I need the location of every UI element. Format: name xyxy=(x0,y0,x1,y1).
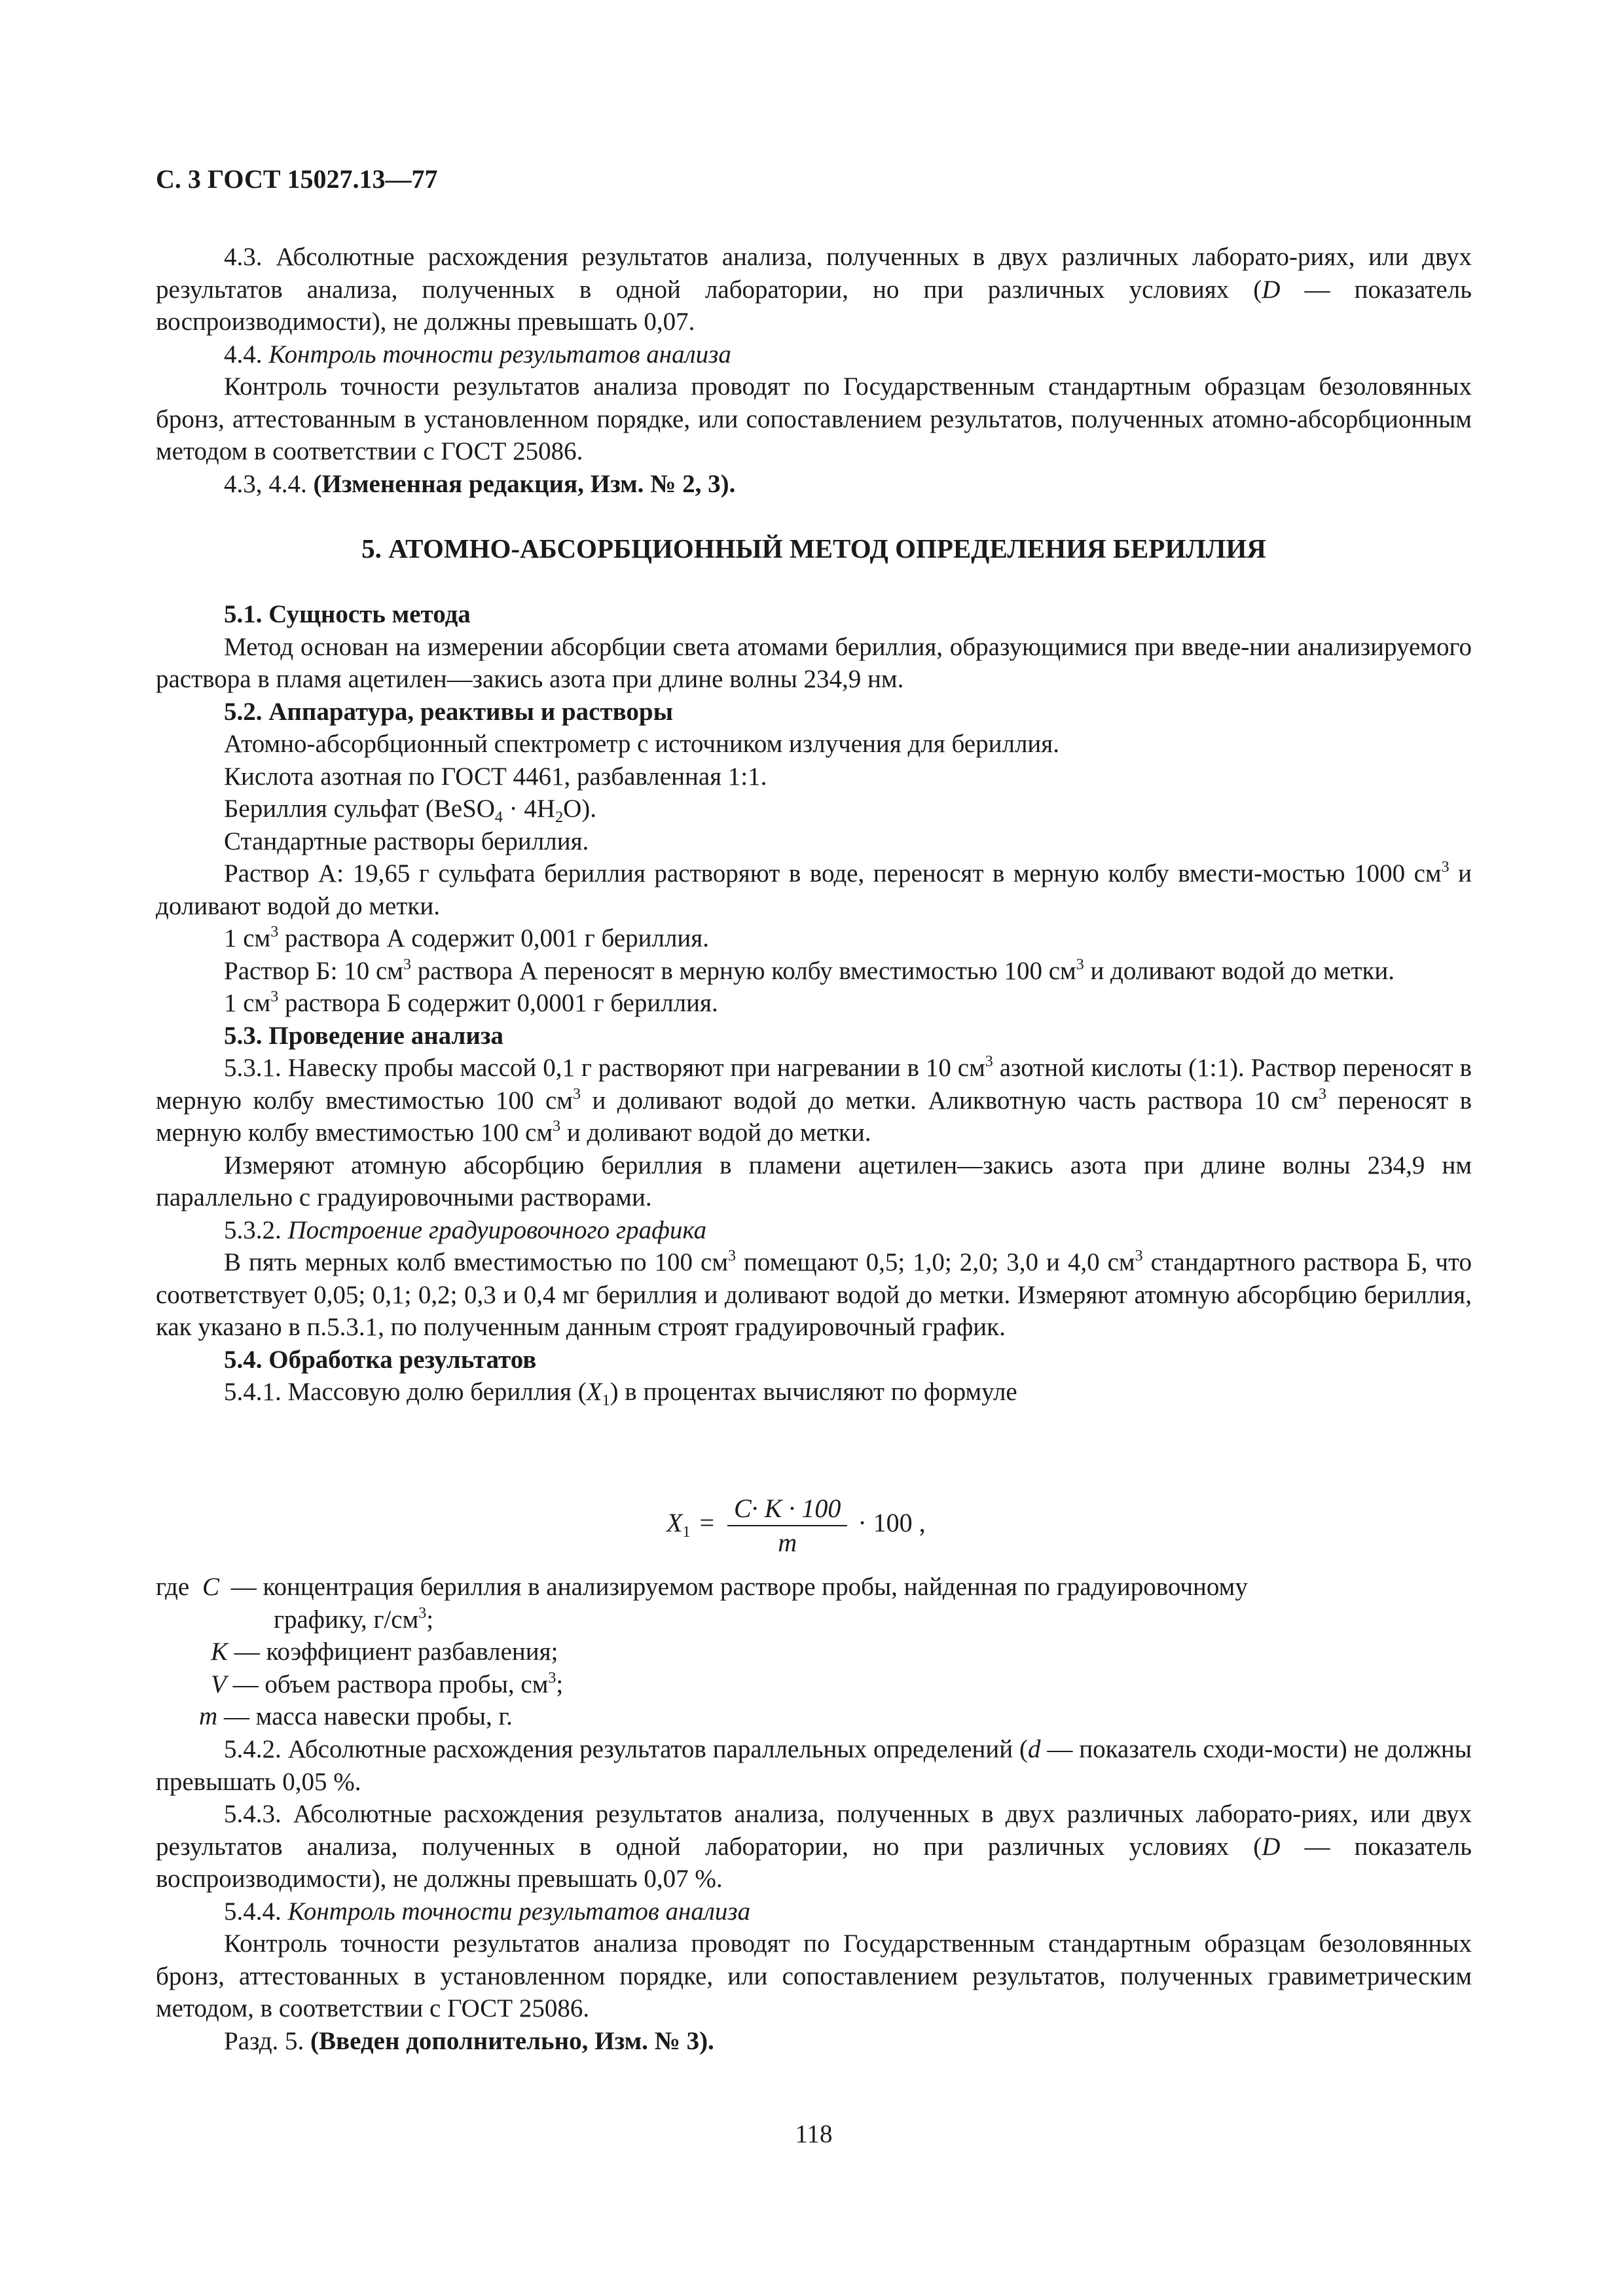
heading-text: 5.3. Проведение анализа xyxy=(224,1021,504,1050)
superscript: 3 xyxy=(572,1085,581,1103)
clause-title: Построение градуировочного графика xyxy=(287,1215,707,1244)
paragraph-4-4 xyxy=(156,338,1472,371)
change-note-text: (Введен дополнительно, Изм. № 3). xyxy=(310,2026,714,2055)
symbol-d: d xyxy=(1028,1735,1041,1763)
definition-C xyxy=(156,1571,1472,1604)
definition-V xyxy=(211,1668,563,1701)
heading-5-4 xyxy=(156,1344,1472,1376)
subscript: 2 xyxy=(555,809,564,826)
superscript: 3 xyxy=(270,924,279,941)
text: и доливают водой до метки. xyxy=(156,859,1472,920)
block-5-4-tail xyxy=(156,1733,1472,2057)
fraction-denominator: m xyxy=(778,1528,797,1557)
paragraph-5-2-1: Атомно-абсорбционный спектрометр с источником излучения для бериллия. xyxy=(224,730,1059,758)
text: ; xyxy=(426,1605,434,1634)
symbol-m: m xyxy=(199,1702,218,1731)
paragraph-4-3 xyxy=(156,241,1472,338)
text: помещают 0,5; 1,0; 2,0; 3,0 и 4,0 см xyxy=(736,1248,1135,1276)
superscript: 3 xyxy=(548,1670,556,1687)
paragraph-5-4-1 xyxy=(156,1376,1472,1408)
clause-number: 4.3, 4.4. xyxy=(224,469,307,498)
paragraph-5-2-4: Стандартные растворы бериллия. xyxy=(224,827,589,855)
clause-title: Контроль точности результатов анализа xyxy=(287,1897,751,1926)
heading-5-2 xyxy=(156,696,1472,728)
paragraph-5-3-2 xyxy=(156,1214,1472,1247)
symbol-D: D xyxy=(1262,1832,1281,1861)
clause-text: — показатель воспроизводимости), не должны превышать 0,07. xyxy=(156,275,1472,336)
paragraph-5-4-2 xyxy=(156,1733,1472,1798)
text: 1 см xyxy=(224,989,271,1017)
text: В пять мерных колб вместимостью по 100 см xyxy=(224,1248,729,1276)
superscript: 3 xyxy=(418,1605,427,1622)
definition-text: графику, г/см xyxy=(274,1605,419,1634)
superscript: 3 xyxy=(1076,956,1084,973)
formula-lhs: X xyxy=(666,1508,683,1538)
clause-number: 5.3.2. xyxy=(224,1215,282,1244)
definition-m xyxy=(199,1700,513,1733)
heading-text: 5.2. Аппаратура, реактивы и растворы xyxy=(224,697,674,726)
where-lead: где xyxy=(156,1573,190,1601)
symbol-V: V xyxy=(211,1670,227,1698)
formula xyxy=(666,1494,926,1558)
superscript: 3 xyxy=(270,988,279,1005)
text: переносят в мерную колбу вместимостью 100 см xyxy=(156,1086,1472,1147)
text: 5.3.1. Навеску пробы массой 0,1 г растворяют при нагревании в 10 см xyxy=(224,1054,985,1082)
equals-sign: = xyxy=(699,1508,714,1538)
block-5 xyxy=(156,598,1472,1408)
paragraph-5-1: Метод основан на измерении абсорбции света атомами бериллия, образующимися при введе-нии анализируемого раствора в пламя ацетилен—закись азота при длине волны 234,9 нм. xyxy=(156,632,1472,693)
text: 1 см xyxy=(224,924,271,952)
text: ; xyxy=(556,1670,564,1698)
superscript: 3 xyxy=(1319,1085,1327,1103)
clause-number: 4.4. xyxy=(224,340,263,368)
text: O). xyxy=(563,795,596,823)
text: — показатель воспроизводимости), не должны превышать 0,07 %. xyxy=(156,1832,1472,1893)
clause-title: Контроль точности результатов анализа xyxy=(268,340,731,368)
superscript: 3 xyxy=(1135,1247,1143,1265)
paragraph-5-4-3 xyxy=(156,1798,1472,1895)
text: 5.4.3. Абсолютные расхождения результатов анализа, полученных в двух различных лаборато-риях, или двух результатов анализа, полученных в одной лаборатории, но при различных условиях ( xyxy=(156,1800,1472,1861)
text: раствора А переносят в мерную колбу вместимостью 100 см xyxy=(410,956,1076,985)
clause-number: 4.3. xyxy=(224,243,263,271)
heading-text: 5.1. Сущность метода xyxy=(224,600,471,628)
symbol-K: K xyxy=(211,1638,228,1666)
heading-5-3 xyxy=(156,1020,1472,1052)
clause-number: Разд. 5. xyxy=(224,2026,304,2055)
page-number: 118 xyxy=(795,2120,833,2148)
text: и доливают водой до метки. xyxy=(1084,956,1395,985)
paragraph-5-4-4 xyxy=(156,1895,1472,1928)
text: раствора Б содержит 0,0001 г бериллия. xyxy=(278,989,718,1017)
paragraph-5-4-4-text: Контроль точности результатов анализа проводят по Государственным стандартным образцам безоловянных бронз, аттестованных в установленном порядке, или сопоставлением результатов, полученных гравиметрическим методом, в соответствии с ГОСТ 25086. xyxy=(156,1929,1472,2022)
change-note-text: (Измененная редакция, Изм. № 2, 3). xyxy=(313,469,736,498)
paragraph-4-4-text: Контроль точности результатов анализа проводят по Государственным стандартным образцам безоловянных бронз, аттестованным в установленном порядке, или сопоставлением результатов, полученных атомно-абсорбционным методом в соответствии с ГОСТ 25086. xyxy=(156,372,1472,465)
superscript: 3 xyxy=(1441,859,1450,876)
change-note-5 xyxy=(156,2025,1472,2058)
paragraph-solution-b xyxy=(156,955,1472,988)
symbol-C: C xyxy=(202,1573,219,1601)
clause-number: 5.4.4. xyxy=(224,1897,282,1926)
heading-text: 5.4. Обработка результатов xyxy=(224,1345,537,1374)
superscript: 3 xyxy=(728,1247,737,1265)
change-note-4 xyxy=(156,468,1472,501)
subscript: 4 xyxy=(494,809,503,826)
text: азотной кислоты (1:1). Раствор переносят в мерную колбу вместимостью 100 см xyxy=(156,1054,1472,1115)
subscript: 1 xyxy=(602,1392,610,1409)
fraction xyxy=(727,1494,847,1558)
definition-text: — концентрация бериллия в анализируемом растворе пробы, найденная по градуировочному xyxy=(230,1573,1248,1601)
superscript: 3 xyxy=(985,1053,993,1070)
clause-text: Абсолютные расхождения результатов анализа, полученных в двух различных лаборато-риях, или двух результатов анализа, полученных в одной лаборатории, но при различных условиях ( xyxy=(156,243,1472,304)
block-4 xyxy=(156,241,1472,500)
superscript: 3 xyxy=(403,956,411,973)
paragraph-solution-a xyxy=(156,857,1472,922)
paragraph-solution-b-content xyxy=(156,987,1472,1020)
text: раствора А содержит 0,001 г бериллия. xyxy=(278,924,709,952)
text: стандартного раствора Б, что соответствует 0,05; 0,1; 0,2; 0,3 и 0,4 мг бериллия и доливают водой до метки. Измеряют атомную абсорбцию бериллия, как указано в п.5.3.1, по полученным данным строят градуировочный график. xyxy=(156,1248,1472,1341)
definition-text: — объем раствора пробы, см xyxy=(232,1670,549,1698)
text: 5.4.2. Абсолютные расхождения результатов параллельных определений ( xyxy=(224,1735,1029,1763)
text: Бериллия сульфат (BeSO xyxy=(224,795,495,823)
heading-5-1 xyxy=(156,598,1472,631)
text: Раствор А: 19,65 г сульфата бериллия растворяют в воде, переносят в мерную колбу вмести-мостью 1000 см xyxy=(224,859,1442,888)
page-header: С. 3 ГОСТ 15027.13—77 xyxy=(156,164,438,194)
text: 5.4.1. Массовую долю бериллия ( xyxy=(224,1378,587,1406)
definition-K xyxy=(211,1636,558,1668)
symbol-D: D xyxy=(1262,275,1281,304)
text: ) в процентах вычисляют по формуле xyxy=(610,1378,1017,1406)
formula-tail: · 100 , xyxy=(858,1508,926,1538)
definition-text: — коэффициент разбавления; xyxy=(234,1638,558,1666)
definition-text: — масса навески пробы, г. xyxy=(223,1702,513,1731)
paragraph-5-2-2: Кислота азотная по ГОСТ 4461, разбавленная 1:1. xyxy=(224,762,767,791)
paragraph-5-2-3 xyxy=(156,793,1472,825)
text: — показатель сходи-мости) не должны превышать 0,05 %. xyxy=(156,1735,1472,1796)
paragraph-5-3-1-b: Измеряют атомную абсорбцию бериллия в пламени ацетилен—закись азота при длине волны 234,9 нм параллельно с градуировочными растворами. xyxy=(156,1151,1472,1211)
symbol-X: X xyxy=(586,1378,602,1406)
text: и доливают водой до метки. Аликвотную часть раствора 10 см xyxy=(580,1086,1319,1115)
superscript: 3 xyxy=(553,1118,561,1135)
text: Раствор Б: 10 см xyxy=(224,956,403,985)
paragraph-5-3-1 xyxy=(156,1052,1472,1149)
definition-C-cont xyxy=(274,1604,433,1636)
paragraph-5-3-2-text xyxy=(156,1246,1472,1344)
paragraph-solution-a-content xyxy=(156,922,1472,955)
subscript: 1 xyxy=(682,1524,691,1541)
fraction-numerator: C· K · 100 xyxy=(727,1494,847,1526)
text: · 4H xyxy=(502,795,556,823)
text: и доливают водой до метки. xyxy=(560,1119,871,1147)
section-5-title: 5. АТОМНО-АБСОРБЦИОННЫЙ МЕТОД ОПРЕДЕЛЕНИЯ БЕРИЛЛИЯ xyxy=(361,533,1266,564)
